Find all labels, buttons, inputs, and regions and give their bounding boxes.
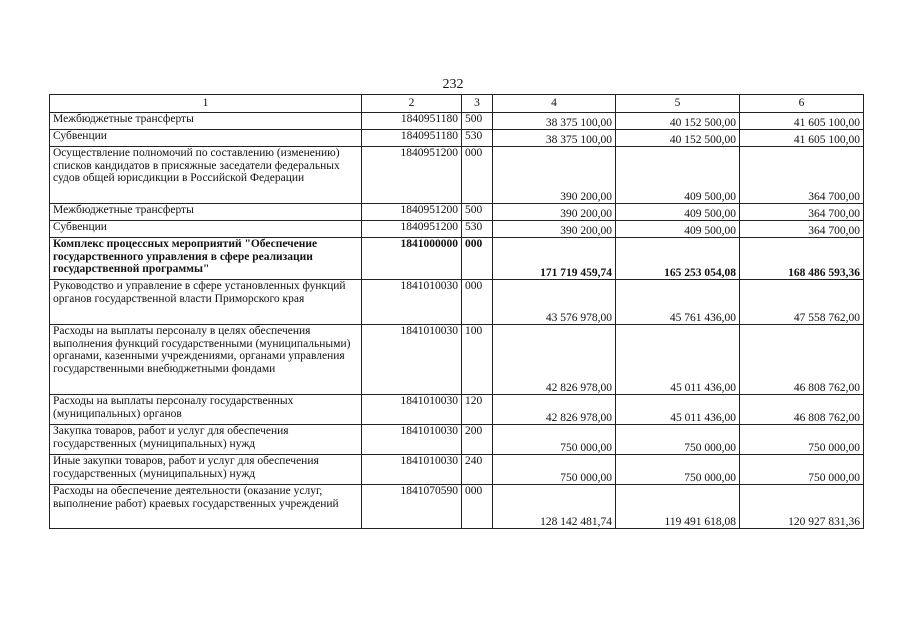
row-name: Субвенции <box>50 130 362 147</box>
row-code: 1840951180 <box>362 113 462 130</box>
row-code: 1841070590 <box>362 485 462 529</box>
row-type: 530 <box>462 221 493 238</box>
row-code: 1841010030 <box>362 425 462 455</box>
header-col-1: 1 <box>50 95 362 113</box>
table-row <box>50 238 864 280</box>
table-row <box>50 113 864 130</box>
header-row <box>50 95 864 113</box>
row-name: Руководство и управление в сфере установленных функций органов государственной власти Приморского края <box>50 280 362 325</box>
row-code: 1840951200 <box>362 221 462 238</box>
row-value-col6: 41 605 100,00 <box>740 113 864 130</box>
row-name: Расходы на выплаты персоналу в целях обеспечения выполнения функций государственными (муниципальными) органами, казенными учреждениями, органами управления государственными внебюджетными фондами <box>50 325 362 395</box>
header-col-5: 5 <box>616 95 740 113</box>
row-value-col6: 41 605 100,00 <box>740 130 864 147</box>
row-value-col6: 46 808 762,00 <box>740 395 864 425</box>
row-value-col4: 38 375 100,00 <box>493 130 616 147</box>
row-value-col4: 43 576 978,00 <box>493 280 616 325</box>
row-name: Субвенции <box>50 221 362 238</box>
row-value-col4: 38 375 100,00 <box>493 113 616 130</box>
row-value-col5: 45 011 436,00 <box>616 325 740 395</box>
row-type: 000 <box>462 485 493 529</box>
table-row <box>50 130 864 147</box>
row-value-col4: 390 200,00 <box>493 204 616 221</box>
row-value-col5: 409 500,00 <box>616 221 740 238</box>
row-type: 000 <box>462 147 493 204</box>
row-value-col6: 120 927 831,36 <box>740 485 864 529</box>
row-code: 1841010030 <box>362 325 462 395</box>
row-type: 500 <box>462 204 493 221</box>
row-value-col6: 46 808 762,00 <box>740 325 864 395</box>
table-row <box>50 455 864 485</box>
header-col-4: 4 <box>493 95 616 113</box>
row-value-col4: 42 826 978,00 <box>493 395 616 425</box>
row-name: Комплекс процессных мероприятий "Обеспечение государственного управления в сфере реализации государственной программы" <box>50 238 362 280</box>
row-type: 000 <box>462 238 493 280</box>
row-value-col5: 409 500,00 <box>616 204 740 221</box>
row-value-col5: 45 761 436,00 <box>616 280 740 325</box>
row-value-col4: 750 000,00 <box>493 455 616 485</box>
page-number: 232 <box>442 77 464 92</box>
row-value-col6: 750 000,00 <box>740 455 864 485</box>
row-type: 120 <box>462 395 493 425</box>
header-col-2: 2 <box>362 95 462 113</box>
row-code: 1840951180 <box>362 130 462 147</box>
table-row <box>50 204 864 221</box>
row-value-col5: 119 491 618,08 <box>616 485 740 529</box>
table-row <box>50 147 864 204</box>
row-code: 1841010030 <box>362 280 462 325</box>
row-name: Закупка товаров, работ и услуг для обеспечения государственных (муниципальных) нужд <box>50 425 362 455</box>
row-code: 1841010030 <box>362 455 462 485</box>
table-row <box>50 395 864 425</box>
row-type: 240 <box>462 455 493 485</box>
row-value-col4: 390 200,00 <box>493 221 616 238</box>
row-code: 1840951200 <box>362 147 462 204</box>
row-type: 500 <box>462 113 493 130</box>
row-type: 100 <box>462 325 493 395</box>
table-row <box>50 221 864 238</box>
table-row <box>50 280 864 325</box>
row-code: 1841000000 <box>362 238 462 280</box>
table-body <box>50 113 864 529</box>
table-header <box>50 95 864 113</box>
row-code: 1841010030 <box>362 395 462 425</box>
row-value-col6: 364 700,00 <box>740 204 864 221</box>
row-value-col4: 750 000,00 <box>493 425 616 455</box>
row-value-col5: 40 152 500,00 <box>616 113 740 130</box>
row-name: Расходы на обеспечение деятельности (оказание услуг, выполнение работ) краевых государственных учреждений <box>50 485 362 529</box>
row-value-col6: 168 486 593,36 <box>740 238 864 280</box>
row-value-col5: 40 152 500,00 <box>616 130 740 147</box>
table-row <box>50 325 864 395</box>
row-value-col4: 390 200,00 <box>493 147 616 204</box>
row-value-col6: 364 700,00 <box>740 221 864 238</box>
row-value-col5: 409 500,00 <box>616 147 740 204</box>
budget-table <box>49 94 864 529</box>
header-col-6: 6 <box>740 95 864 113</box>
row-name: Расходы на выплаты персоналу государственных (муниципальных) органов <box>50 395 362 425</box>
row-name: Иные закупки товаров, работ и услуг для обеспечения государственных (муниципальных) нужд <box>50 455 362 485</box>
header-col-3: 3 <box>462 95 493 113</box>
table-row <box>50 485 864 529</box>
row-name: Осуществление полномочий по составлению (изменению) списков кандидатов в присяжные заседатели федеральных судов общей юрисдикции в Российской Федерации <box>50 147 362 204</box>
row-value-col4: 42 826 978,00 <box>493 325 616 395</box>
row-value-col4: 128 142 481,74 <box>493 485 616 529</box>
row-value-col5: 750 000,00 <box>616 455 740 485</box>
row-code: 1840951200 <box>362 204 462 221</box>
row-name: Межбюджетные трансферты <box>50 113 362 130</box>
row-name: Межбюджетные трансферты <box>50 204 362 221</box>
row-value-col4: 171 719 459,74 <box>493 238 616 280</box>
row-value-col6: 750 000,00 <box>740 425 864 455</box>
row-type: 530 <box>462 130 493 147</box>
row-value-col5: 165 253 054,08 <box>616 238 740 280</box>
row-value-col5: 750 000,00 <box>616 425 740 455</box>
table-row <box>50 425 864 455</box>
row-type: 200 <box>462 425 493 455</box>
row-value-col5: 45 011 436,00 <box>616 395 740 425</box>
row-value-col6: 47 558 762,00 <box>740 280 864 325</box>
row-value-col6: 364 700,00 <box>740 147 864 204</box>
row-type: 000 <box>462 280 493 325</box>
